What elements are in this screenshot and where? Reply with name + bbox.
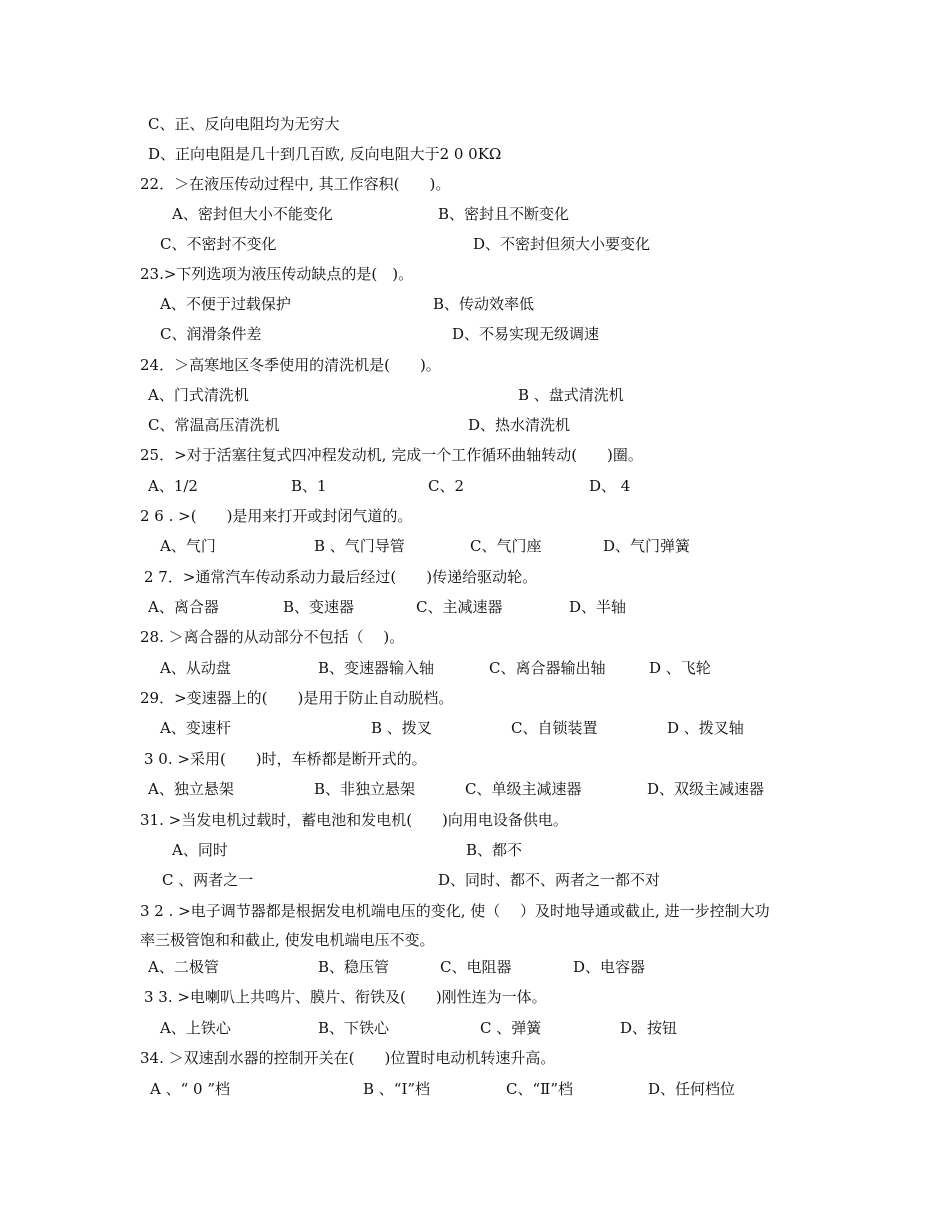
line-text: 22．＞在液压传动过程中, 其工作容积( )。	[140, 175, 451, 193]
text-line	[0, 953, 950, 981]
option-text: B 、“Ⅰ”档	[363, 1080, 431, 1098]
option-text: D、电容器	[573, 958, 646, 976]
text-line	[0, 563, 950, 591]
text-line	[0, 684, 950, 712]
option-text: D、气门弹簧	[603, 537, 691, 555]
option-text: C、离合器输出轴	[489, 659, 606, 677]
option-text: C、主减速器	[416, 598, 503, 616]
text-line	[0, 806, 950, 834]
text-line	[0, 654, 950, 682]
option-text: D、热水清洗机	[468, 416, 571, 434]
text-line	[0, 170, 950, 198]
line-text: 34. ＞双速刮水器的控制开关在( )位置时电动机转速升高。	[140, 1049, 556, 1067]
option-text: B、非独立悬架	[314, 780, 416, 798]
line-text: A、同时	[172, 841, 228, 859]
text-line	[0, 502, 950, 530]
option-text: D、双级主减速器	[647, 780, 765, 798]
text-line	[0, 1044, 950, 1072]
text-line	[0, 775, 950, 803]
line-text: A、独立悬架	[148, 780, 234, 798]
line-text: 3 2 . >电子调节器都是根据发电机端电压的变化, 使（ ）及时地导通或截止, 进一步控制大功	[140, 902, 770, 920]
option-text: D 、拨叉轴	[667, 719, 744, 737]
line-text: C、不密封不变化	[160, 235, 277, 253]
text-line	[0, 140, 950, 168]
option-text: C、电阻器	[440, 958, 512, 976]
text-line	[0, 381, 950, 409]
option-text: B、密封且不断变化	[438, 205, 570, 223]
option-text: C、“Ⅱ”档	[506, 1080, 574, 1098]
option-text: B、都不	[466, 841, 523, 859]
option-text: D、不密封但须大小要变化	[473, 235, 651, 253]
line-text: 29．>变速器上的( )是用于防止自动脱档。	[140, 689, 454, 707]
line-text: A 、“ 0 ”档	[150, 1080, 231, 1098]
option-text: C、气门座	[470, 537, 542, 555]
line-text: 23.>下列选项为液压传动缺点的是( )。	[140, 265, 414, 283]
text-line	[0, 983, 950, 1011]
line-text: 3 3. >电喇叭上共鸣片、膜片、衔铁及( )刚性连为一体。	[144, 988, 547, 1006]
line-text: 31. >当发电机过载时，蓄电池和发电机( )向用电设备供电。	[140, 811, 568, 829]
text-line	[0, 714, 950, 742]
line-text: 2 7．>通常汽车传动系动力最后经过( )传递给驱动轮。	[144, 568, 538, 586]
line-text: 3 0. >采用( )时，车桥都是断开式的。	[144, 750, 427, 768]
option-text: D、同时、都不、两者之一都不对	[438, 871, 661, 889]
line-text: 24．＞高寒地区冬季使用的清洗机是( )。	[140, 356, 441, 374]
text-line	[0, 745, 950, 773]
text-line	[0, 866, 950, 894]
option-text: D、按钮	[620, 1019, 678, 1037]
option-text: D、任何档位	[648, 1080, 736, 1098]
option-text: D、 4	[589, 477, 631, 495]
line-text: D、正向电阻是几十到几百欧, 反向电阻大于2 0 0KΩ	[148, 145, 502, 163]
option-text: B、稳压管	[318, 958, 390, 976]
line-text: A、1/2	[148, 477, 198, 495]
line-text: A、从动盘	[160, 659, 231, 677]
line-text: C 、两者之一	[162, 871, 254, 889]
text-line	[0, 320, 950, 348]
text-line	[0, 230, 950, 258]
text-line	[0, 441, 950, 469]
line-text: 2 6 . >( )是用来打开或封闭气道的。	[140, 507, 413, 525]
option-text: D、半轴	[569, 598, 627, 616]
text-line	[0, 472, 950, 500]
line-text: A、密封但大小不能变化	[172, 205, 333, 223]
option-text: C、单级主减速器	[465, 780, 582, 798]
option-text: B 、拨叉	[371, 719, 432, 737]
option-text: C、2	[428, 477, 465, 495]
line-text: C、常温高压清洗机	[148, 416, 280, 434]
text-line	[0, 110, 950, 138]
text-line	[0, 290, 950, 318]
line-text: 率三极管饱和和截止, 使发电机端电压不变。	[140, 931, 435, 949]
option-text: C 、弹簧	[480, 1019, 542, 1037]
line-text: 28. ＞离合器的从动部分不包括（ )。	[140, 628, 405, 646]
text-line	[0, 897, 950, 925]
line-text: C、正、反向电阻均为无穷大	[148, 115, 340, 133]
option-text: D、不易实现无级调速	[452, 325, 600, 343]
option-text: D 、飞轮	[649, 659, 711, 677]
option-text: B 、盘式清洗机	[518, 386, 624, 404]
text-line	[0, 351, 950, 379]
option-text: B、变速器输入轴	[318, 659, 435, 677]
option-text: B、变速器	[283, 598, 355, 616]
text-line	[0, 411, 950, 439]
text-line	[0, 532, 950, 560]
option-text: B、传动效率低	[433, 295, 535, 313]
text-line	[0, 836, 950, 864]
line-text: A、上铁心	[160, 1019, 231, 1037]
option-text: C、自锁装置	[511, 719, 598, 737]
text-line	[0, 200, 950, 228]
text-line	[0, 593, 950, 621]
text-line	[0, 1014, 950, 1042]
line-text: A、气门	[160, 537, 216, 555]
line-text: A、不便于过载保护	[160, 295, 291, 313]
text-line	[0, 623, 950, 651]
text-line	[0, 1075, 950, 1103]
option-text: B、下铁心	[318, 1019, 390, 1037]
line-text: A、门式清洗机	[148, 386, 249, 404]
line-text: 25．>对于活塞往复式四冲程发动机, 完成一个工作循环曲轴转动( )圈。	[140, 446, 643, 464]
option-text: B 、气门导管	[314, 537, 405, 555]
line-text: A、离合器	[148, 598, 219, 616]
line-text: A、变速杆	[160, 719, 231, 737]
line-text: A、二极管	[148, 958, 219, 976]
text-line	[0, 926, 950, 954]
line-text: C、润滑条件差	[160, 325, 262, 343]
option-text: B、1	[291, 477, 327, 495]
text-line	[0, 260, 950, 288]
